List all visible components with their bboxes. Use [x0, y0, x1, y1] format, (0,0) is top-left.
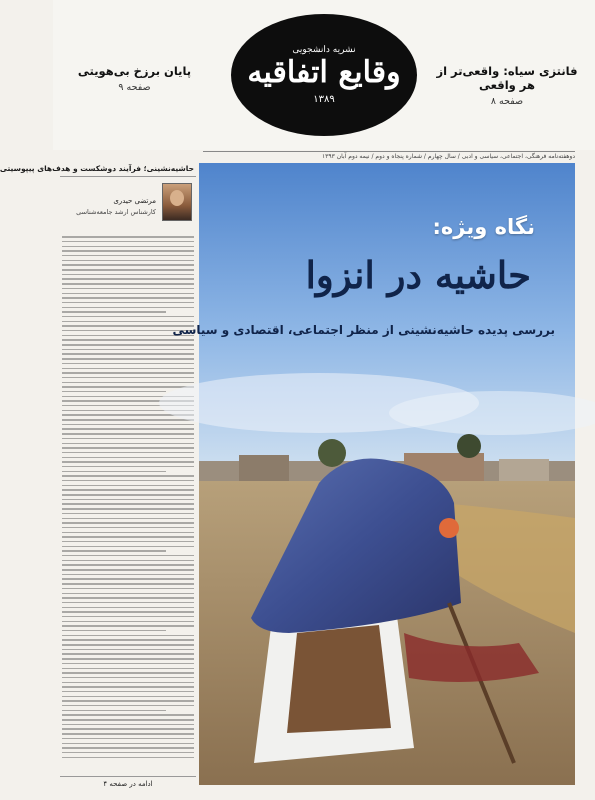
text-line — [62, 377, 194, 378]
text-line — [62, 691, 194, 692]
text-line — [62, 466, 194, 467]
text-line — [62, 747, 194, 748]
text-line — [62, 274, 194, 275]
text-line — [62, 307, 194, 308]
text-line — [62, 578, 194, 579]
teaser-left-page: صفحه ۹ — [118, 82, 151, 93]
text-line — [62, 593, 194, 594]
text-line — [62, 522, 194, 523]
text-line — [62, 508, 194, 509]
text-line — [62, 560, 194, 561]
text-line — [62, 724, 194, 725]
text-line — [62, 489, 194, 490]
text-line — [62, 250, 194, 251]
text-line — [62, 255, 194, 256]
text-line — [62, 653, 194, 654]
text-line — [62, 485, 194, 486]
text-line — [62, 714, 194, 715]
cover-kicker: نگاه ویژه: — [432, 215, 535, 239]
text-line — [62, 550, 166, 551]
text-line — [62, 457, 194, 458]
text-line — [62, 278, 194, 279]
text-line — [62, 527, 194, 528]
text-line — [62, 700, 194, 701]
text-line — [62, 752, 194, 753]
text-line — [62, 583, 194, 584]
teaser-right-title: فانتزی سیاه: واقعی‌تر از هر واقعی — [436, 64, 578, 92]
logo-supertitle: نشریه دانشجویی — [292, 44, 356, 55]
text-line — [62, 574, 194, 575]
masthead — [53, 0, 595, 150]
text-line — [62, 630, 166, 631]
text-line — [62, 236, 194, 237]
text-line — [62, 452, 194, 453]
text-line — [62, 321, 194, 322]
text-line — [62, 696, 194, 697]
author-avatar — [162, 183, 192, 221]
text-line — [62, 438, 194, 439]
text-line — [62, 339, 194, 340]
text-line — [62, 518, 194, 519]
text-line — [62, 368, 194, 369]
text-line — [62, 682, 194, 683]
newspaper-logo — [231, 14, 417, 136]
text-line — [62, 475, 194, 476]
text-line — [62, 372, 194, 373]
text-line — [62, 293, 194, 294]
teaser-right[interactable] — [427, 64, 587, 107]
text-line — [62, 428, 194, 429]
teaser-right-page: صفحه ۸ — [490, 96, 524, 107]
text-line — [62, 733, 194, 734]
text-line — [62, 705, 194, 706]
author-name: مرتضی حیدری — [113, 197, 156, 205]
text-line — [62, 241, 194, 242]
text-line — [62, 419, 194, 420]
text-line — [62, 602, 194, 603]
text-line — [62, 625, 194, 626]
logo-name: وقایع اتفاقیه — [247, 54, 401, 90]
text-line — [62, 443, 194, 444]
tree — [318, 439, 346, 467]
text-line — [62, 597, 194, 598]
text-line — [62, 677, 194, 678]
teaser-left[interactable] — [67, 64, 202, 93]
text-line — [62, 433, 194, 434]
text-line — [62, 480, 194, 481]
text-line — [62, 302, 194, 303]
text-line — [62, 616, 194, 617]
text-line — [62, 757, 194, 758]
text-line — [62, 260, 194, 261]
sidebar-article — [0, 162, 196, 792]
text-line — [62, 710, 166, 711]
building — [239, 455, 289, 483]
text-line — [62, 649, 194, 650]
text-line — [62, 494, 194, 495]
text-line — [62, 569, 194, 570]
text-line — [62, 499, 194, 500]
continued-note: ادامه در صفحه ۴ — [60, 776, 196, 792]
logo-year: ۱۳۸۹ — [313, 94, 335, 106]
text-line — [62, 353, 194, 354]
text-line — [62, 541, 194, 542]
text-line — [62, 743, 194, 744]
text-line — [62, 386, 194, 387]
text-line — [62, 546, 194, 547]
text-line — [62, 728, 194, 729]
text-line — [62, 358, 194, 359]
sidebar-headline: حاشیه‌نشینی؛ فرآیند دوشکست و هدف‌های پیپوسیتی — [60, 162, 196, 177]
text-line — [62, 607, 194, 608]
text-line — [62, 532, 194, 533]
text-line — [62, 611, 194, 612]
text-line — [62, 635, 194, 636]
text-line — [62, 283, 194, 284]
text-line — [62, 349, 194, 350]
text-line — [62, 246, 194, 247]
text-line — [62, 658, 194, 659]
text-line — [62, 564, 194, 565]
text-line — [62, 513, 194, 514]
cover-subhead: بررسی پدیده حاشیه‌نشینی از منظر اجتماعی، اقتصادی و سیاسی — [172, 323, 555, 337]
text-line — [62, 269, 194, 270]
text-line — [62, 363, 194, 364]
author-box — [60, 181, 196, 233]
text-line — [62, 288, 194, 289]
text-line — [62, 391, 166, 392]
text-line — [62, 311, 166, 312]
cover-photo — [172, 163, 575, 785]
text-line — [62, 447, 194, 448]
text-line — [62, 738, 194, 739]
tree — [457, 434, 481, 458]
text-line — [62, 461, 194, 462]
text-line — [62, 672, 194, 673]
text-line — [62, 316, 194, 317]
text-line — [62, 503, 194, 504]
orange-object — [439, 518, 459, 538]
text-line — [62, 668, 194, 669]
text-line — [62, 536, 194, 537]
teaser-left-title: پایان برزخ بی‌هویتی — [77, 64, 192, 78]
author-role: کارشناس ارشد جامعه‌شناسی — [76, 208, 156, 216]
cover-headline: حاشیه در انزوا — [305, 253, 531, 297]
text-line — [62, 621, 194, 622]
text-line — [62, 471, 166, 472]
text-line — [62, 555, 194, 556]
text-line — [62, 686, 194, 687]
text-line — [62, 344, 194, 345]
text-line — [62, 297, 194, 298]
text-line — [62, 588, 194, 589]
text-line — [62, 264, 194, 265]
broken-frame — [287, 625, 391, 733]
text-line — [62, 424, 194, 425]
text-line — [62, 644, 194, 645]
text-line — [62, 719, 194, 720]
text-line — [62, 639, 194, 640]
article-body-text — [60, 236, 196, 758]
text-line — [62, 663, 194, 664]
dateline: دوهفته‌نامه فرهنگی، اجتماعی، سیاسی و ادبی / سال چهارم / شماره پنجاه و دوم / نیمه دوم آبان ۱۳۹۳ — [203, 151, 575, 161]
text-line — [62, 382, 194, 383]
